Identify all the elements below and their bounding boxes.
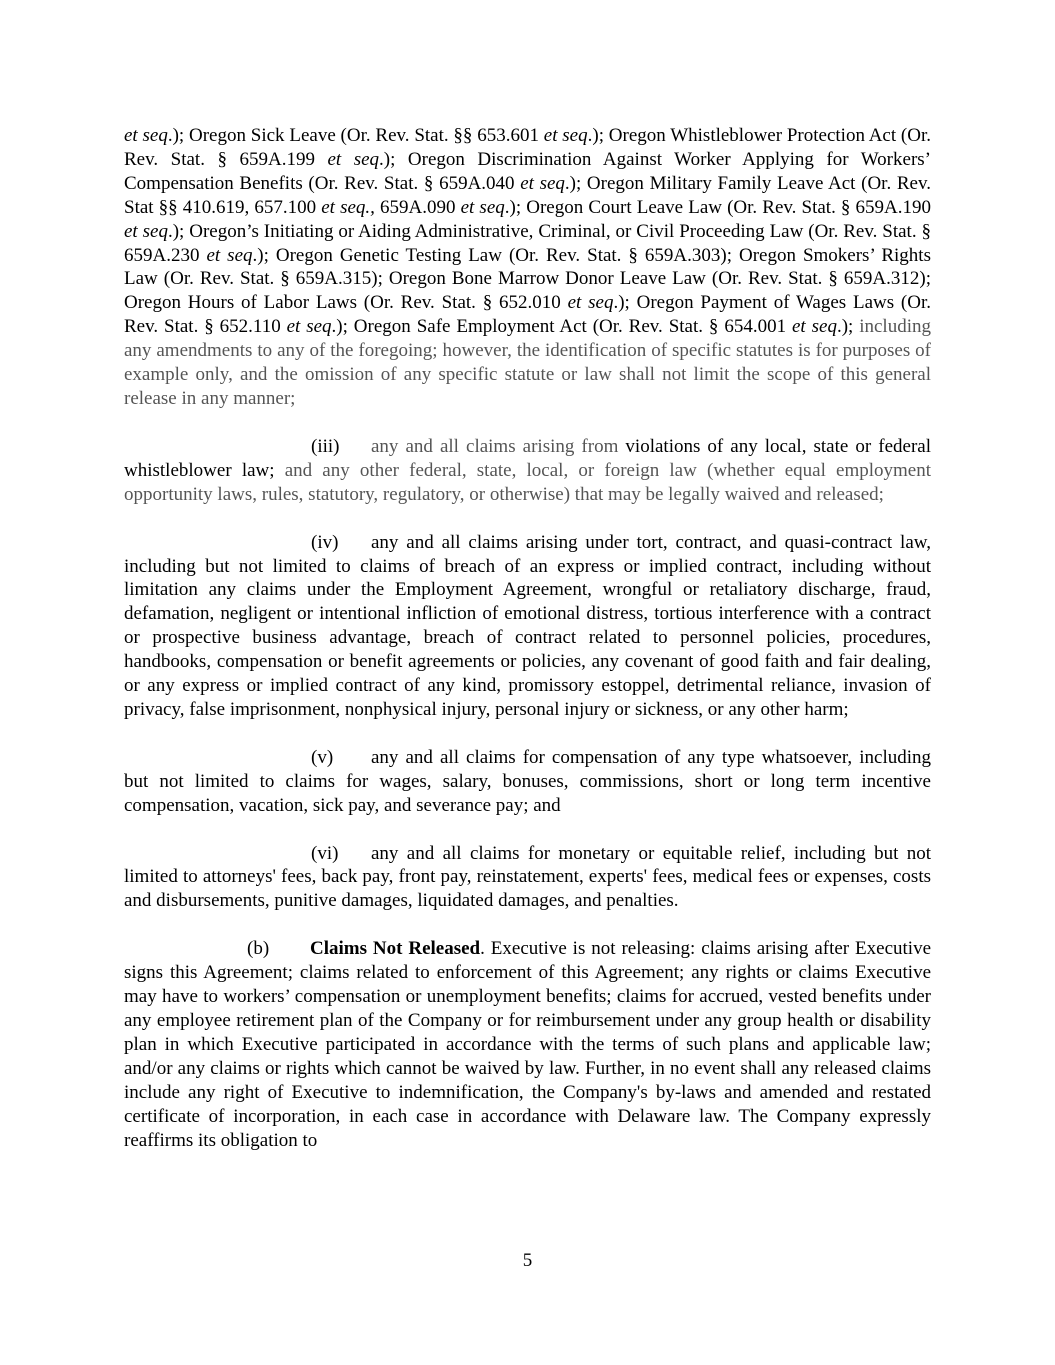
clause-v-number: (v) xyxy=(311,746,334,768)
text-segment: .); Oregon Genetic Testing Law (Or. Rev. Stat. § 659A.303); Oregon Smokers’ Rights Law (Or. Rev. Stat. § 659A.315); Oregon Bone Marrow Donor Leave Law (Or. Rev. Stat. § 659A.312); Oregon Hours of Labor Laws (Or. Rev. Stat. § 652.010 xyxy=(124,244,931,314)
statutes-continuation-paragraph xyxy=(124,124,931,411)
text-segment: et seq xyxy=(124,125,168,146)
clause-vi-paragraph xyxy=(124,842,931,914)
text-segment: any and all claims for compensation of any type whatsoever, including but not limited to claims for wages, salary, bonuses, commissions, short or long term incentive compensation, vacation, sick pay, and severance pay; and xyxy=(124,746,931,816)
text-segment: .); Oregon Payment of Wages Laws (Or. Rev. Stat. § 652.110 xyxy=(124,292,932,338)
text-segment: et seq xyxy=(520,172,565,194)
document-body xyxy=(124,124,931,1152)
clause-iv-number: (iv) xyxy=(311,531,339,553)
page-number: 5 xyxy=(522,1250,533,1271)
clause-iii-number: (iii) xyxy=(311,435,340,457)
text-segment: et seq xyxy=(460,196,505,218)
text-segment: et seq xyxy=(792,316,837,338)
section-b-paragraph xyxy=(124,937,931,1152)
text-segment: et seq xyxy=(567,292,614,314)
text-segment: .); Oregon Sick Leave (Or. Rev. Stat. §§ 653.601 xyxy=(167,125,544,146)
clause-vi-text xyxy=(124,843,931,912)
text-segment: et seq., xyxy=(321,196,375,218)
text-segment: violations of any local, state or federal whistleblower law; xyxy=(124,435,931,481)
section-b-heading: Claims Not Released xyxy=(310,938,481,960)
text-segment: .); Oregon’s Initiating or Aiding Administrative, Criminal, or Civil Proceeding Law (Or. Rev. Stat. § 659A.230 xyxy=(124,220,931,266)
text-segment: et seq xyxy=(327,148,380,170)
clause-vi-number: (vi) xyxy=(311,842,339,864)
text-segment: et seq xyxy=(124,220,168,242)
text-segment: including any amendments to any of the foregoing; however, the identification of specific statutes is for purposes of example only, and the omission of any specific statute or law shall not limit the scope of this general release in any manner; xyxy=(124,316,931,409)
text-segment: any and all claims for monetary or equitable relief, including but not limited to attorneys' fees, back pay, front pay, reinstatement, experts' fees, medical fees or expenses, costs and disbursements, punitive damages, liquidated damages, and penalties. xyxy=(124,842,931,912)
clause-v-text xyxy=(124,747,931,816)
text-segment: .); Oregon Military Family Leave Act (Or. Rev. Stat §§ 410.619, 657.100 xyxy=(124,172,931,218)
clause-iii-paragraph xyxy=(124,435,931,507)
text-segment: et seq xyxy=(206,244,253,266)
text-segment: et seq xyxy=(286,316,332,338)
clause-v-paragraph xyxy=(124,746,931,818)
text-segment: and any other federal, state, local, or foreign law (whether equal employment opportunity laws, rules, statutory, regulatory, or otherwise) that may be legally waived and released; xyxy=(124,459,931,505)
text-segment: .); xyxy=(836,316,860,338)
section-b-text: Executive is not releasing: claims arising after Executive signs this Agreement; claims related to enforcement of this Agreement; any rights or claims Executive may have to workers’ compensation or unemployment benefits; claims for accrued, vested benefits under any employee retirement plan of the Company or for reimbursement under any group health or disability plan in which Executive participated in accordance with the terms of such plans and applicable law; and/or any claims or rights which cannot be waived by law. Further, in no event shall any released claims include any right of Executive to indemnification, the Company's by-laws and amended and restated certificate of incorporation, in each case in accordance with Delaware law. The Company expressly reaffirms its obligation to xyxy=(124,938,932,1151)
text-segment: 659A.090 xyxy=(374,196,461,218)
text-segment: .); Oregon Court Leave Law (Or. Rev. Stat. § 659A.190 xyxy=(504,196,932,218)
text-segment: et seq xyxy=(543,125,588,146)
text-segment: any and all claims arising from xyxy=(371,435,626,457)
text-segment: .); Oregon Safe Employment Act (Or. Rev. Stat. § 654.001 xyxy=(331,316,792,338)
clause-iv-paragraph xyxy=(124,531,931,722)
clause-iii-text xyxy=(124,436,931,505)
text-segment: .); Oregon Whistleblower Protection Act (Or. Rev. Stat. § 659A.199 xyxy=(124,125,932,170)
text-segment: any and all claims arising under tort, contract, and quasi-contract law, including but not limited to claims of breach of an express or implied contract, including without limitation any claims under the Employment Agreement, wrongful or retaliatory discharge, fraud, defamation, negligent or intentional infliction of emotional distress, tortious interference with a contract or prospective business advantage, breach of contract related to personnel policies, procedures, handbooks, compensation or benefit agreements or policies, any covenant of good faith and fair dealing, or any express or implied contract of any kind, promissory estoppel, detrimental reliance, invasion of privacy, false imprisonment, nonphysical injury, personal injury or sickness, or any other harm; xyxy=(124,531,931,720)
section-b-heading-suffix: . xyxy=(480,938,485,960)
clause-iv-text xyxy=(124,532,931,720)
section-b-number: (b) xyxy=(247,938,270,960)
text-segment: .); Oregon Discrimination Against Worker Applying for Workers’ Compensation Benefits (Or. Rev. Stat. § 659A.040 xyxy=(124,148,931,194)
